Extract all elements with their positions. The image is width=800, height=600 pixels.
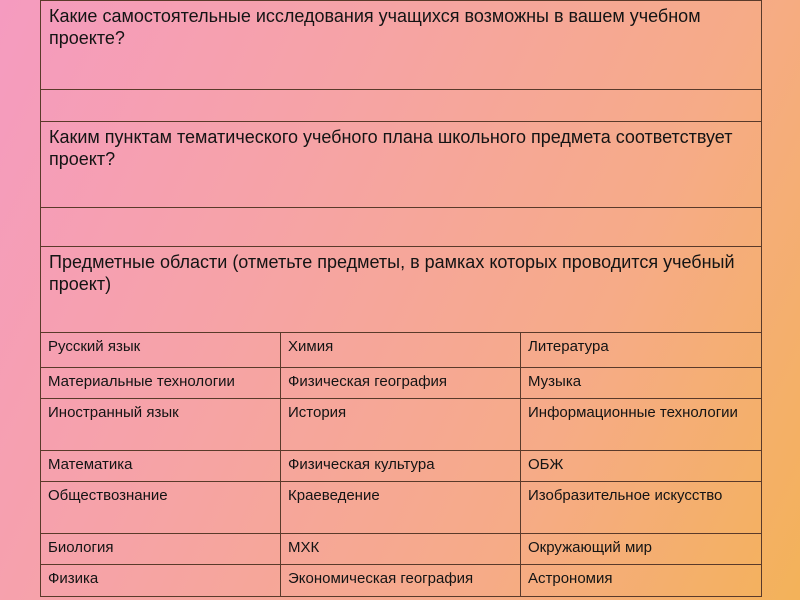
subject-row xyxy=(41,534,762,565)
subject-cell: Математика xyxy=(41,451,281,482)
subject-cell: Русский язык xyxy=(41,333,281,368)
subject-cell: Физическая культура xyxy=(281,451,521,482)
subject-row xyxy=(41,565,762,597)
subject-row xyxy=(41,482,762,534)
question-row-independent-research xyxy=(41,1,762,90)
subject-cell: Музыка xyxy=(521,368,762,399)
answer-field-independent-research xyxy=(41,90,762,122)
subject-row xyxy=(41,451,762,482)
question-row-curriculum-topics xyxy=(41,122,762,208)
subject-cell: Химия xyxy=(281,333,521,368)
subject-cell: ОБЖ xyxy=(521,451,762,482)
question-curriculum-topics: Каким пунктам тематического учебного плана школьного предмета соответствует проект? xyxy=(41,122,762,208)
question-independent-research: Какие самостоятельные исследования учащихся возможны в вашем учебном проекте? xyxy=(41,1,762,90)
subject-cell: Обществознание xyxy=(41,482,281,534)
subject-cell: Информационные технологии xyxy=(521,399,762,451)
subject-cell: Изобразительное искусство xyxy=(521,482,762,534)
subject-cell: Материальные технологии xyxy=(41,368,281,399)
answer-field-curriculum-topics xyxy=(41,208,762,247)
subject-row xyxy=(41,333,762,368)
subject-row xyxy=(41,399,762,451)
subject-cell: Экономическая география xyxy=(281,565,521,597)
subject-cell: Иностранный язык xyxy=(41,399,281,451)
subject-cell: Биология xyxy=(41,534,281,565)
answer-row-curriculum-topics xyxy=(41,208,762,247)
subject-cell: МХК xyxy=(281,534,521,565)
subject-cell: Физика xyxy=(41,565,281,597)
question-row-subject-areas xyxy=(41,247,762,333)
subject-row xyxy=(41,368,762,399)
subject-cell: Краеведение xyxy=(281,482,521,534)
subject-cell: Физическая география xyxy=(281,368,521,399)
subject-cell: Астрономия xyxy=(521,565,762,597)
question-subject-areas: Предметные области (отметьте предметы, в рамках которых проводится учебный проект) xyxy=(41,247,762,333)
questionnaire-table xyxy=(40,0,762,597)
answer-row-independent-research xyxy=(41,90,762,122)
subject-cell: История xyxy=(281,399,521,451)
subject-cell: Литература xyxy=(521,333,762,368)
subject-cell: Окружающий мир xyxy=(521,534,762,565)
